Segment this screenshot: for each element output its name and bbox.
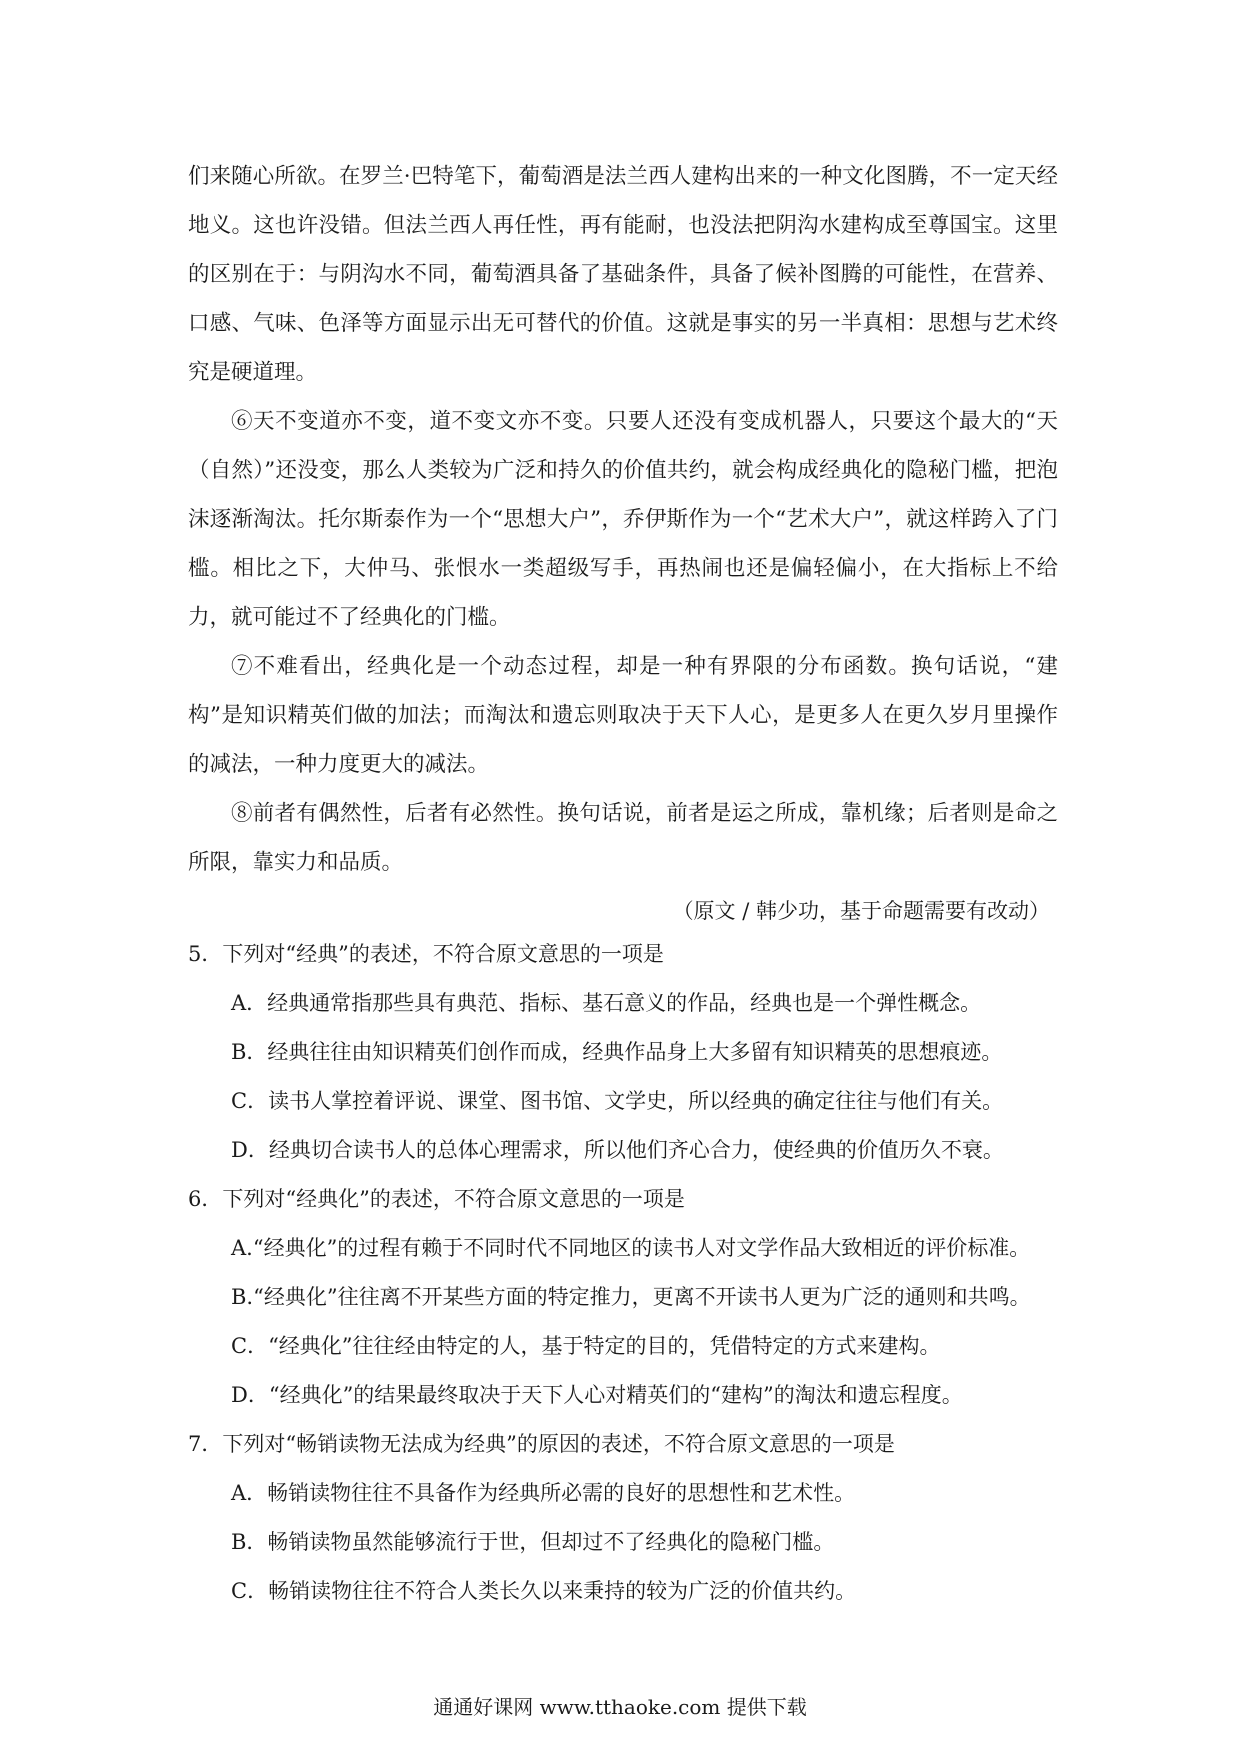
question-6-option-c: C．“经典化”往往经由特定的人，基于特定的目的，凭借特定的方式来建构。: [231, 1334, 941, 1358]
question-7-option-a: A．畅销读物往往不具备作为经典所必需的良好的思想性和艺术性。: [231, 1481, 856, 1505]
question-6-option-a: A.“经典化”的过程有赖于不同时代不同地区的读书人对文学作品大致相近的评价标准。: [231, 1236, 1031, 1260]
question-6-stem: 6．下列对“经典化”的表述，不符合原文意思的一项是: [188, 1187, 685, 1211]
question-6-option-d: D．“经典化”的结果最终取决于天下人心对精英们的“建构”的淘汰和遗忘程度。: [231, 1383, 963, 1407]
paragraph-8: ⑧前者有偶然性，后者有必然性。换句话说，前者是运之所成，靠机缘；后者则是命之所限，靠实力和品质。: [188, 801, 1058, 875]
question-7-option-c: C．畅销读物往往不符合人类长久以来秉持的较为广泛的价值共约。: [231, 1579, 857, 1603]
question-7-stem: 7．下列对“畅销读物无法成为经典”的原因的表述，不符合原文意思的一项是: [188, 1432, 895, 1456]
question-5-option-b: B．经典往往由知识精英们创作而成，经典作品身上大多留有知识精英的思想痕迹。: [231, 1040, 1003, 1064]
source-attribution: （原文 / 韩少功，基于命题需要有改动）: [672, 899, 1050, 923]
page-footer: 通通好课网 www.tthaoke.com 提供下载: [433, 1695, 807, 1719]
question-list: [188, 930, 1088, 1616]
paragraph-6: ⑥天不变道亦不变，道不变文亦不变。只要人还没有变成机器人，只要这个最大的“天（自然）”还没变，那么人类较为广泛和持久的价值共约，就会构成经典化的隐秘门槛，把泡沫逐渐淘汰。托尔斯泰作为一个“思想大户”，乔伊斯作为一个“艺术大户”，就这样跨入了门槛。相比之下，大仲马、张恨水一类超级写手，再热闹也还是偏轻偏小，在大指标上不给力，就可能过不了经典化的门槛。: [188, 409, 1058, 630]
question-7-option-b: B．畅销读物虽然能够流行于世，但却过不了经典化的隐秘门槛。: [231, 1530, 835, 1554]
paragraph-7: ⑦不难看出，经典化是一个动态过程，却是一种有界限的分布函数。换句话说，“建构”是知识精英们做的加法；而淘汰和遗忘则取决于天下人心，是更多人在更久岁月里操作的减法，一种力度更大的减法。: [188, 654, 1058, 777]
question-5-stem: 5．下列对“经典”的表述，不符合原文意思的一项是: [188, 942, 664, 966]
paragraph-5-continued: 们来随心所欲。在罗兰·巴特笔下，葡萄酒是法兰西人建构出来的一种文化图腾，不一定天经地义。这也许没错。但法兰西人再任性，再有能耐，也没法把阴沟水建构成至尊国宝。这里的区别在于：与阴沟水不同，葡萄酒具备了基础条件，具备了候补图腾的可能性，在营养、口感、气味、色泽等方面显示出无可替代的价值。这就是事实的另一半真相：思想与艺术终究是硬道理。: [188, 164, 1058, 385]
reading-passage: [188, 152, 1058, 936]
question-5-option-a: A．经典通常指那些具有典范、指标、基石意义的作品，经典也是一个弹性概念。: [231, 991, 982, 1015]
question-6-option-b: B.“经典化”往往离不开某些方面的特定推力，更离不开读书人更为广泛的通则和共鸣。: [231, 1285, 1031, 1309]
question-5-option-d: D．经典切合读书人的总体心理需求，所以他们齐心合力，使经典的价值历久不衰。: [231, 1138, 1004, 1162]
question-5-option-c: C．读书人掌控着评说、课堂、图书馆、文学史，所以经典的确定往往与他们有关。: [231, 1089, 1004, 1113]
